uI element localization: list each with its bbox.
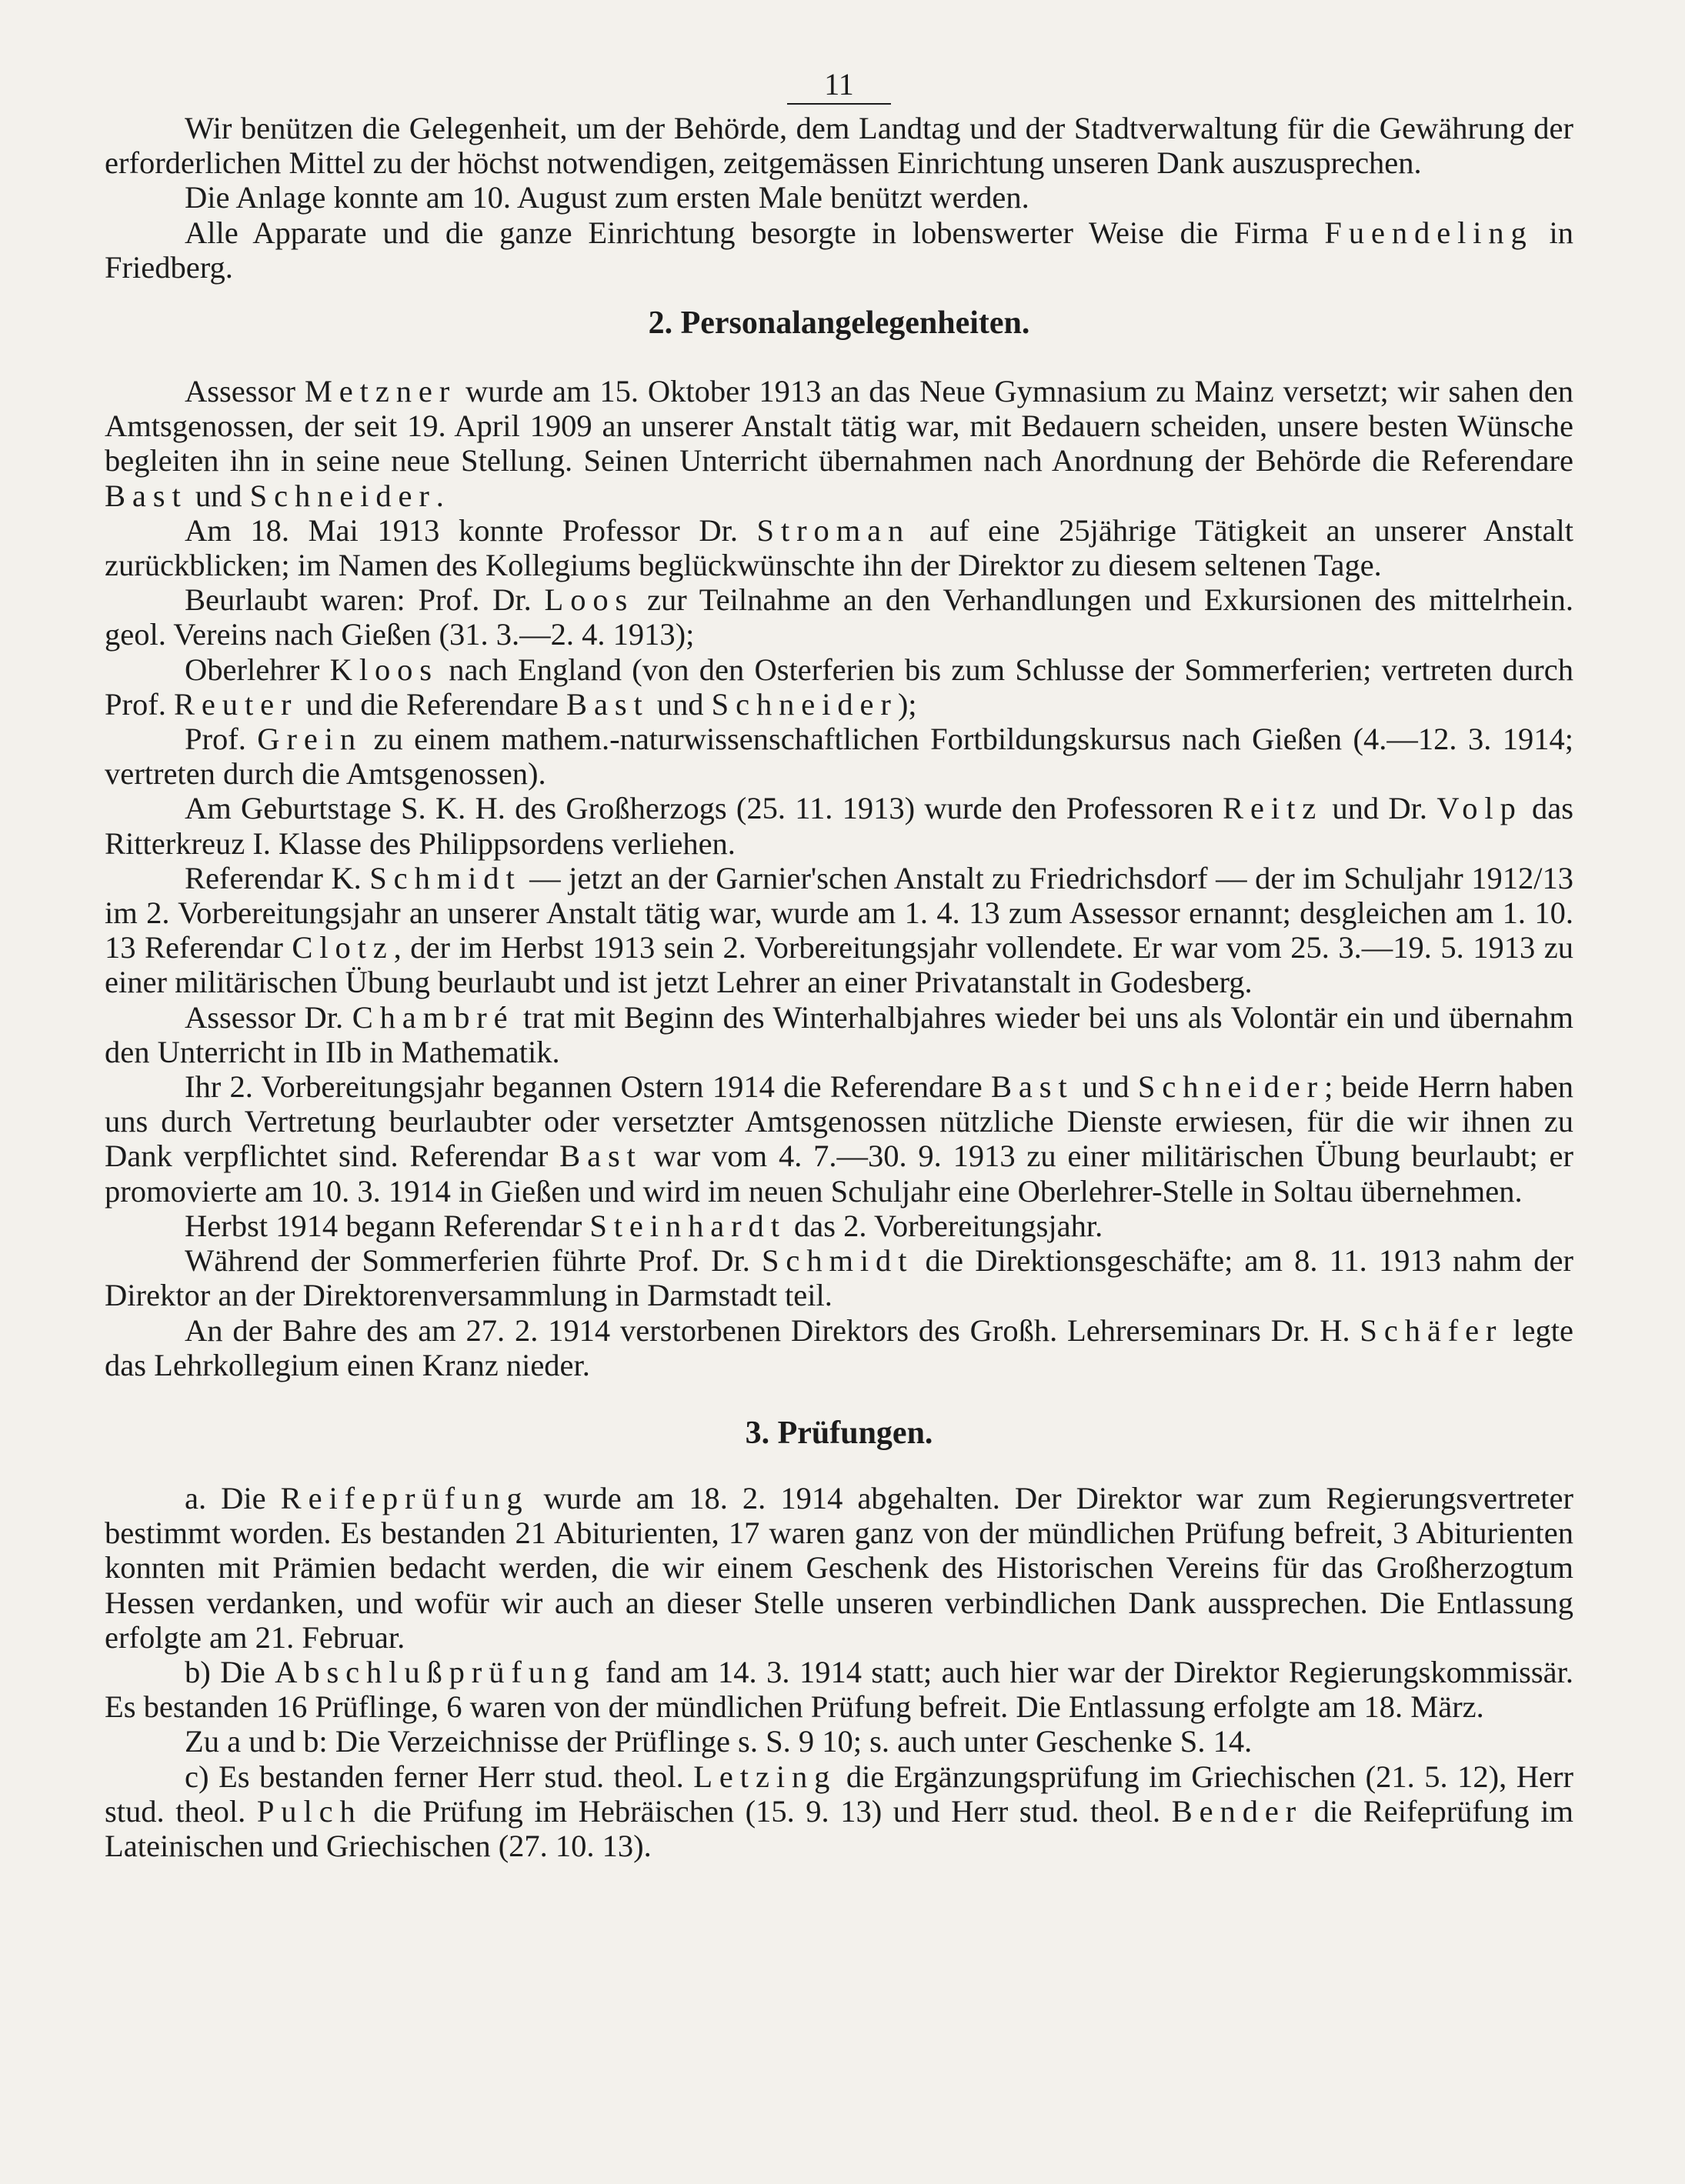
person-name: Pulch [256,1793,362,1829]
personal-paragraph-5: Prof. Grein zu einem mathem.-naturwissenschaftlichen Fortbildungskursus nach Gießen (4.—12. 3. 1914; vertreten durch die Amtsgenossen). [105,722,1573,792]
person-name: Stroman [756,512,911,548]
person-name: Bender [1171,1793,1303,1829]
personal-paragraph-6: Am Geburtstage S. K. H. des Großherzogs (25. 11. 1913) wurde den Professoren Reitz und Dr. Volp das Ritterkreuz I. Klasse des Philippsordens verliehen. [105,791,1574,861]
exam-name: Abschlußprüfung [275,1654,596,1689]
personal-paragraph-3: Beurlaubt waren: Prof. Dr. Loos zur Teilnahme an den Verhandlungen und Exkursionen des mittelrhein. geol. Vereins nach Gießen (31. 3.—2. 4. 1913); [105,582,1574,652]
intro-paragraph-2: Die Anlage konnte am 10. August zum ersten Male benützt werden. [185,180,1029,215]
person-name: Schneider [711,686,898,722]
person-name: Chambré [352,999,515,1035]
person-name: Reitz [1223,791,1323,826]
firm-name: Fuendeling [1324,215,1533,250]
person-name: Letzing [693,1759,837,1794]
person-name: Metzner [304,374,457,409]
exams-paragraph-3: Zu a und b: Die Verzeichnisse der Prüflinge s. S. 9 10; s. auch unter Geschenke S. 14. [185,1724,1253,1759]
section-heading-personal: 2. Personalangelegenheiten. [648,305,1030,342]
person-name: Schneider [1137,1069,1325,1105]
person-name: Schäfer [1360,1312,1503,1348]
personal-paragraph-11: Während der Sommerferien führte Prof. Dr. Schmidt die Direktionsgeschäfte; am 8. 11. 1913 nahm der Direktor an der Direktorenversammlung in Darmstadt teil. [105,1243,1573,1313]
intro-paragraph-1: Wir benützen die Gelegenheit, um der Behörde, dem Landtag und der Stadtverwaltung für die Gewährung der erforderlichen Mittel zu der höchst notwendigen, zeitgemässen Einrichtung unseren Dank auszusprechen. [105,111,1573,181]
intro-paragraph-3: Alle Apparate und die ganze Einrichtung besorgte in lobenswerter Weise die Firma Fuendeling in Friedberg. [105,215,1573,285]
person-name: Bast [990,1069,1074,1105]
person-name: Schmidt [369,860,522,895]
personal-paragraph-4: Oberlehrer Kloos nach England (von den Osterferien bis zum Schlusse der Sommerferien; vertreten durch Prof. Reuter und die Referendare Bast und Schneider); [105,652,1574,722]
personal-paragraph-1: Assessor Metzner wurde am 15. Oktober 1913 an das Neue Gymnasium zu Mainz versetzt; wir sahen den Amtsgenossen, der seit 19. April 1909 an unserer Anstalt tätig war, mit Bedauern scheiden, unsere besten Wünsche begleiten ihn in seine neue Stellung. Seinen Unterricht übernahmen nach Anordnung der Behörde die Referendare Bast und Schneider. [105,374,1573,513]
personal-paragraph-2: Am 18. Mai 1913 konnte Professor Dr. Stroman auf eine 25jährige Tätigkeit an unserer Anstalt zurückblicken; im Namen des Kollegiums beglückwünschte ihn der Direktor zu diesem seltenen Tage. [105,512,1574,583]
person-name: Bast [559,1139,642,1174]
person-name: Steinhardt [589,1208,786,1243]
personal-paragraph-12: An der Bahre des am 27. 2. 1914 verstorbenen Direktors des Großh. Lehrerseminars Dr. H. Schäfer legte das Lehrkollegium einen Kranz nieder. [105,1312,1573,1382]
person-name: Bast [566,686,649,722]
person-name: Loos [544,582,635,618]
personal-paragraph-10: Herbst 1914 begann Referendar Steinhardt das 2. Vorbereitungsjahr. [185,1208,1103,1243]
person-name: Grein [257,722,363,757]
exam-name: Reifeprüfung [280,1480,529,1515]
personal-paragraph-7: Referendar K. Schmidt — jetzt an der Garnier'schen Anstalt zu Friedrichsdorf — der im Schuljahr 1912/13 im 2. Vorbereitungsjahr an unserer Anstalt tätig war, wurde am 1. 4. 13 zum Assessor ernannt; desgleichen am 1. 10. 13 Referendar Clotz, der im Herbst 1913 sein 2. Vorbereitungsjahr vollendete. Er war vom 25. 3.—19. 5. 1913 zu einer militärischen Übung beurlaubt und ist jetzt Lehrer an einer Privatanstalt in Godesberg. [105,860,1573,1000]
exams-paragraph-4: c) Es bestanden ferner Herr stud. theol. Letzing die Ergänzungsprüfung im Griechischen (21. 5. 12), Herr stud. theol. Pulch die Prüfung im Hebräischen (15. 9. 13) und Herr stud. theol. Bender die Reifeprüfung im Lateinischen und Griechischen (27. 10. 13). [105,1759,1574,1863]
person-name: Clotz [292,930,394,965]
section-heading-exams: 3. Prüfungen. [745,1415,933,1451]
person-name: Reuter [174,686,299,722]
person-name: Bast [105,478,188,513]
exams-paragraph-1: a. Die Reifeprüfung wurde am 18. 2. 1914 abgehalten. Der Direktor war zum Regierungsvertreter bestimmt worden. Es bestanden 21 Abiturienten, 17 waren ganz von der mündlichen Prüfung befreit, 3 Abiturienten konnten mit Prämien bedacht werden, die wir einem Geschenk des Historischen Vereins für das Großherzogtum Hessen verdanken, und wofür wir auch an dieser Stelle unseren verbindlichen Dank aussprechen. Die Entlassung erfolgte am 21. Februar. [105,1480,1573,1655]
person-name: Schmidt [762,1243,914,1279]
person-name: Schneider [249,478,436,513]
person-name: Kloos [329,652,439,687]
page-number: 11 [105,68,1573,105]
personal-paragraph-9: Ihr 2. Vorbereitungsjahr begannen Ostern 1914 die Referendare Bast und Schneider; beide Herrn haben uns durch Vertretung beurlaubter oder versetzter Amtsgenossen nützliche Dienste erwiesen, für die wir ihnen zu Dank verpflichtet sind. Referendar Bast war vom 4. 7.—30. 9. 1913 zu einer militärischen Übung beurlaubt; er promovierte am 10. 3. 1914 in Gießen und wird im neuen Schuljahr eine Oberlehrer-Stelle in Soltau übernehmen. [105,1069,1573,1209]
person-name: Volp [1436,791,1523,826]
exams-paragraph-2: b) Die Abschlußprüfung fand am 14. 3. 1914 statt; auch hier war der Direktor Regierungskommissär. Es bestanden 16 Prüflinge, 6 waren von der mündlichen Prüfung befreit. Die Entlassung erfolgte am 18. März. [105,1654,1573,1725]
personal-paragraph-8: Assessor Dr. Chambré trat mit Beginn des Winterhalbjahres wieder bei uns als Volontär ein und übernahm den Unterricht in IIb in Mathematik. [105,999,1573,1069]
